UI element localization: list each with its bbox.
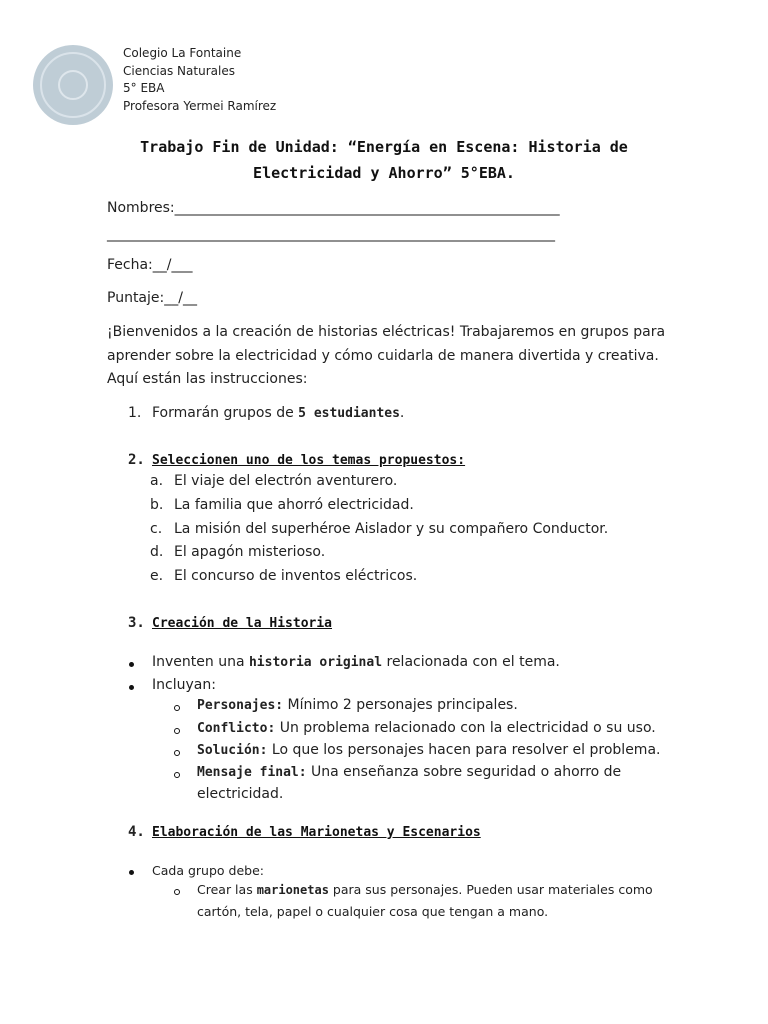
bullet-icon bbox=[129, 685, 134, 690]
step-2-heading: Seleccionen uno de los temas propuestos: bbox=[152, 453, 466, 468]
sub-1-post: para sus personajes. Pueden usar materiales como bbox=[328, 882, 653, 897]
element-text: Mínimo 2 personajes principales. bbox=[283, 697, 518, 713]
school-seal-icon bbox=[33, 45, 113, 125]
teacher-name: Profesora Yermei Ramírez bbox=[123, 98, 277, 113]
topic-e bbox=[150, 568, 417, 584]
school-name: Colegio La Fontaine bbox=[123, 46, 242, 60]
date-field: Fecha:__/___ bbox=[107, 257, 193, 273]
topic-text: El apagón misterioso. bbox=[174, 544, 326, 560]
circle-bullet-icon bbox=[174, 772, 180, 778]
element-label: Solución: bbox=[197, 743, 268, 758]
circle-bullet-icon bbox=[174, 889, 180, 895]
score-field: Puntaje:__/__ bbox=[107, 290, 197, 306]
names-field-line-2: ________________________________________________________________ bbox=[107, 226, 555, 242]
element-mensaje-final-cont: electricidad. bbox=[197, 786, 284, 802]
title-line-2: Electricidad y Ahorro” 5°EBA. bbox=[253, 164, 515, 182]
sub-1-pre: Crear las bbox=[197, 882, 257, 897]
step-2-number: 2. bbox=[128, 452, 145, 468]
topic-d bbox=[150, 544, 325, 560]
step-3-heading: Creación de la Historia bbox=[152, 616, 333, 631]
step-4-sub-1 bbox=[197, 882, 653, 897]
bullet-icon bbox=[129, 870, 134, 875]
topic-letter: e. bbox=[150, 568, 164, 584]
step-4-number: 4. bbox=[128, 824, 145, 840]
grade-label: 5° EBA bbox=[123, 81, 165, 95]
element-conflicto bbox=[197, 720, 656, 736]
element-text: Lo que los personajes hacen para resolver el problema. bbox=[267, 742, 661, 758]
title-line-1: Trabajo Fin de Unidad: “Energía en Escena: Historia de bbox=[140, 138, 628, 156]
circle-bullet-icon bbox=[174, 728, 180, 734]
topic-letter: c. bbox=[150, 521, 163, 537]
circle-bullet-icon bbox=[174, 750, 180, 756]
topic-text: La misión del superhéroe Aislador y su compañero Conductor. bbox=[174, 521, 609, 537]
element-label: Conflicto: bbox=[197, 721, 276, 736]
subject-name: Ciencias Naturales bbox=[123, 63, 235, 78]
element-mensaje-final bbox=[197, 764, 621, 780]
element-personajes bbox=[197, 697, 518, 713]
topic-letter: b. bbox=[150, 497, 164, 513]
step-3-number: 3. bbox=[128, 615, 145, 631]
sub-1-bold: marionetas bbox=[256, 883, 329, 897]
bullet-icon bbox=[129, 662, 134, 667]
topic-a bbox=[150, 473, 397, 489]
topic-c bbox=[150, 521, 608, 537]
topic-text: La familia que ahorró electricidad. bbox=[174, 497, 414, 513]
intro-paragraph: ¡Bienvenidos a la creación de historias eléctricas! Trabajaremos en grupos para aprender sobre la electricidad y cómo cuidarla de manera divertida y creativa. Aquí están las instrucciones: bbox=[107, 324, 666, 387]
topic-text: El concurso de inventos eléctricos. bbox=[174, 568, 418, 584]
topic-b bbox=[150, 497, 414, 513]
bullet-1-bold: historia original bbox=[248, 655, 383, 670]
topic-letter: a. bbox=[150, 473, 164, 489]
bullet-1-pre: Inventen una bbox=[152, 654, 249, 670]
element-label: Mensaje final: bbox=[197, 765, 307, 780]
bullet-1-post: relacionada con el tema. bbox=[382, 654, 560, 670]
step-4-heading: Elaboración de las Marionetas y Escenarios bbox=[152, 825, 481, 840]
topic-letter: d. bbox=[150, 544, 164, 560]
step-4-sub-1-cont: cartón, tela, papel o cualquier cosa que tengan a mano. bbox=[197, 904, 549, 919]
element-text: Una enseñanza sobre seguridad o ahorro de bbox=[306, 764, 622, 780]
step-4-bullet-1: Cada grupo debe: bbox=[152, 863, 264, 878]
element-text: Un problema relacionado con la electricidad o su uso. bbox=[275, 720, 656, 736]
header-block bbox=[123, 45, 276, 115]
step-1-bold: 5 estudiantes bbox=[298, 406, 400, 421]
document-title bbox=[60, 134, 708, 186]
topic-text: El viaje del electrón aventurero. bbox=[174, 473, 398, 489]
names-field: Nombres:_______________________________________________________ bbox=[107, 200, 560, 216]
step-3-bullet-2: Incluyan: bbox=[152, 677, 216, 693]
step-1-number: 1. bbox=[128, 405, 142, 421]
step-1-pre: Formarán grupos de bbox=[152, 405, 299, 421]
step-1-post: . bbox=[399, 405, 405, 421]
step-1-text bbox=[152, 405, 404, 421]
circle-bullet-icon bbox=[174, 705, 180, 711]
element-solucion bbox=[197, 742, 660, 758]
element-label: Personajes: bbox=[197, 698, 284, 713]
step-3-bullet-1 bbox=[152, 654, 560, 670]
